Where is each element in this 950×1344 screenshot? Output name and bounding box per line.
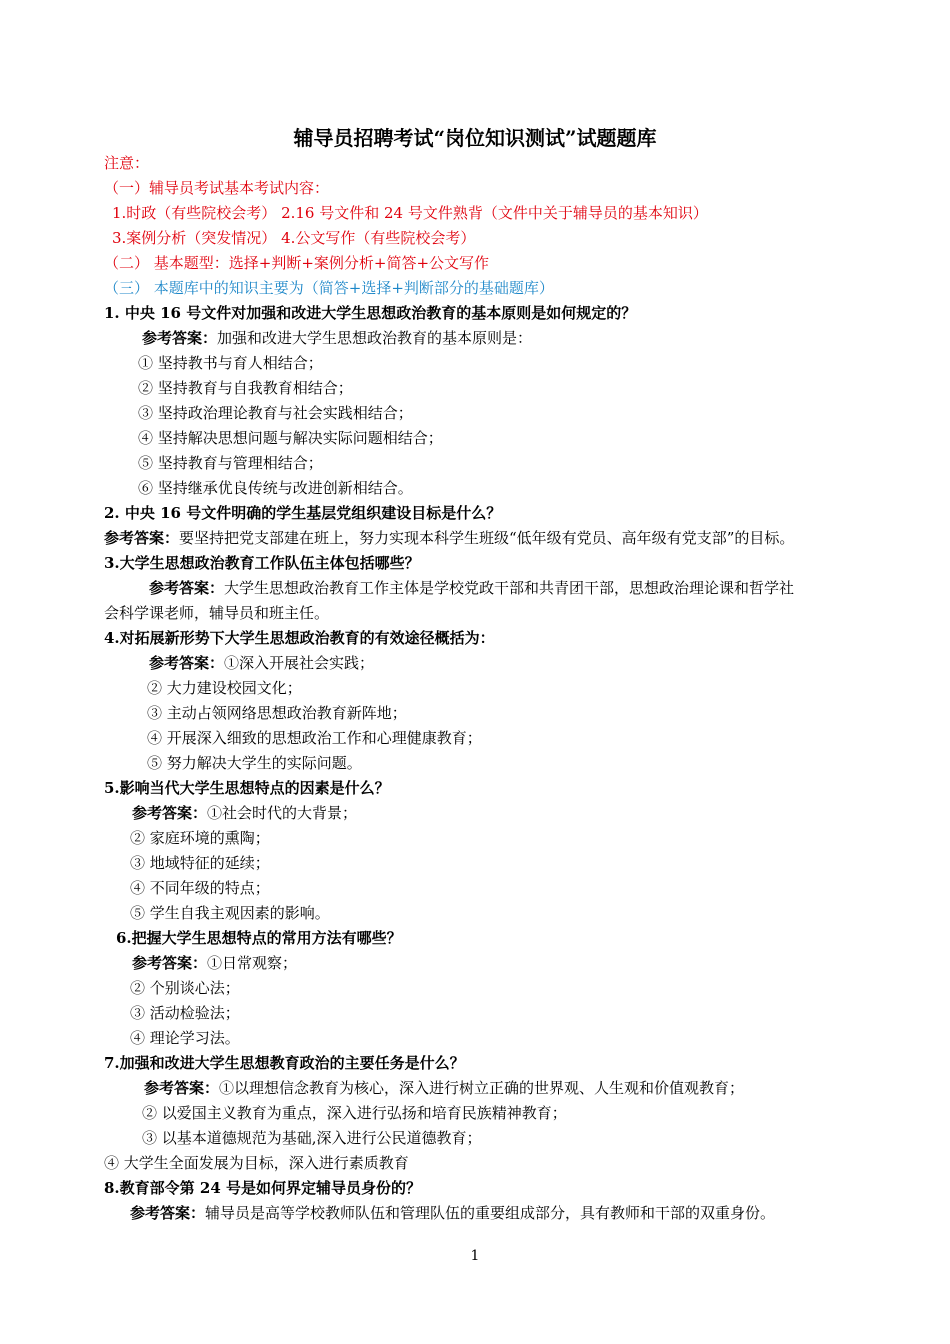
answer-label: 参考答案：	[149, 579, 225, 597]
answer-8	[130, 1203, 775, 1223]
answer-5-item: ⑤ 学生自我主观因素的影响。	[130, 904, 330, 922]
answer-4-item: ② 大力建设校园文化；	[147, 679, 302, 697]
answer-label: 参考答案：	[142, 329, 218, 347]
answer-4-first: ①深入开展社会实践；	[224, 654, 375, 672]
answer-3-text: 大学生思想政治教育工作主体是学校党政干部和共青团干部，思想政治理论课和哲学社	[224, 579, 795, 597]
answer-1-item: ④ 坚持解决思想问题与解决实际问题相结合；	[138, 429, 443, 447]
question-7: 7.加强和改进大学生思想教育政治的主要任务是什么？	[104, 1054, 465, 1072]
answer-1-item: ③ 坚持政治理论教育与社会实践相结合；	[138, 404, 413, 422]
section-2-heading: （二） 基本题型：选择+判断+案例分析+简答+公文写作	[104, 254, 490, 272]
answer-7-last: ④ 大学生全面发展为目标，深入进行素质教育	[104, 1154, 409, 1172]
answer-5-item: ③ 地域特征的延续；	[130, 854, 270, 872]
answer-7	[144, 1078, 744, 1098]
answer-1-intro: 加强和改进大学生思想政治教育的基本原则是：	[217, 329, 533, 347]
answer-7-first: ①以理想信念教育为核心，深入进行树立正确的世界观、人生观和价值观教育；	[219, 1079, 745, 1097]
notice-heading: 注意：	[104, 154, 150, 172]
answer-label: 参考答案：	[144, 1079, 220, 1097]
question-8: 8.教育部令第 24 号是如何界定辅导员身份的？	[104, 1179, 421, 1197]
answer-8-text: 辅导员是高等学校教师队伍和管理队伍的重要组成部分，具有教师和干部的双重身份。	[205, 1204, 776, 1222]
answer-label: 参考答案：	[132, 804, 208, 822]
answer-6-item: ② 个别谈心法；	[130, 979, 240, 997]
answer-1	[142, 328, 532, 348]
answer-4-item: ④ 开展深入细致的思想政治工作和心理健康教育；	[147, 729, 482, 747]
answer-1-item: ② 坚持教育与自我教育相结合；	[138, 379, 353, 397]
answer-1-item: ⑥ 坚持继承优良传统与改进创新相结合。	[138, 479, 413, 497]
section-3-heading: （三） 本题库中的知识主要为（简答+选择+判断部分的基础题库）	[104, 279, 554, 297]
answer-6	[132, 953, 297, 973]
answer-5-first: ①社会时代的大背景；	[207, 804, 358, 822]
question-1: 1. 中央 16 号文件对加强和改进大学生思想政治教育的基本原则是如何规定的？	[104, 304, 637, 322]
answer-5-item: ④ 不同年级的特点；	[130, 879, 270, 897]
answer-3-line-1	[149, 578, 794, 598]
answer-6-item: ③ 活动检验法；	[130, 1004, 240, 1022]
answer-label: 参考答案：	[130, 1204, 206, 1222]
content-line-2: 3.案例分析（突发情况） 4.公文写作（有些院校会考）	[112, 229, 476, 247]
question-6: 6.把握大学生思想特点的常用方法有哪些？	[116, 929, 402, 947]
answer-4	[149, 653, 374, 673]
answer-1-item: ⑤ 坚持教育与管理相结合；	[138, 454, 323, 472]
page-number: 1	[470, 1248, 480, 1264]
section-1-heading: （一）辅导员考试基本考试内容：	[104, 179, 330, 197]
answer-5	[132, 803, 357, 823]
question-4: 4.对拓展新形势下大学生思想政治教育的有效途径概括为：	[104, 629, 495, 647]
answer-7-item: ③ 以基本道德规范为基础,深入进行公民道德教育；	[142, 1129, 482, 1147]
answer-2	[104, 528, 794, 548]
document-title: 辅导员招聘考试“岗位知识测试”试题题库	[293, 126, 657, 150]
answer-4-item: ③ 主动占领网络思想政治教育新阵地；	[147, 704, 407, 722]
answer-4-item: ⑤ 努力解决大学生的实际问题。	[147, 754, 362, 772]
question-2: 2. 中央 16 号文件明确的学生基层党组织建设目标是什么？	[104, 504, 502, 522]
question-5: 5.影响当代大学生思想特点的因素是什么？	[104, 779, 390, 797]
answer-3-line-2: 会科学课老师，辅导员和班主任。	[104, 604, 330, 622]
content-line-1: 1.时政（有些院校会考） 2.16 号文件和 24 号文件熟背（文件中关于辅导员的基本知识）	[112, 204, 708, 222]
answer-2-text: 要坚持把党支部建在班上，努力实现本科学生班级“低年级有党员、高年级有党支部”的目标。	[179, 529, 795, 547]
answer-5-item: ② 家庭环境的熏陶；	[130, 829, 270, 847]
answer-6-item: ④ 理论学习法。	[130, 1029, 240, 1047]
answer-7-item: ② 以爱国主义教育为重点，深入进行弘扬和培育民族精神教育；	[142, 1104, 567, 1122]
question-3: 3.大学生思想政治教育工作队伍主体包括哪些？	[104, 554, 420, 572]
answer-label: 参考答案：	[149, 654, 225, 672]
answer-1-item: ① 坚持教书与育人相结合；	[138, 354, 323, 372]
answer-label: 参考答案：	[104, 529, 180, 547]
answer-6-first: ①日常观察；	[207, 954, 298, 972]
answer-label: 参考答案：	[132, 954, 208, 972]
